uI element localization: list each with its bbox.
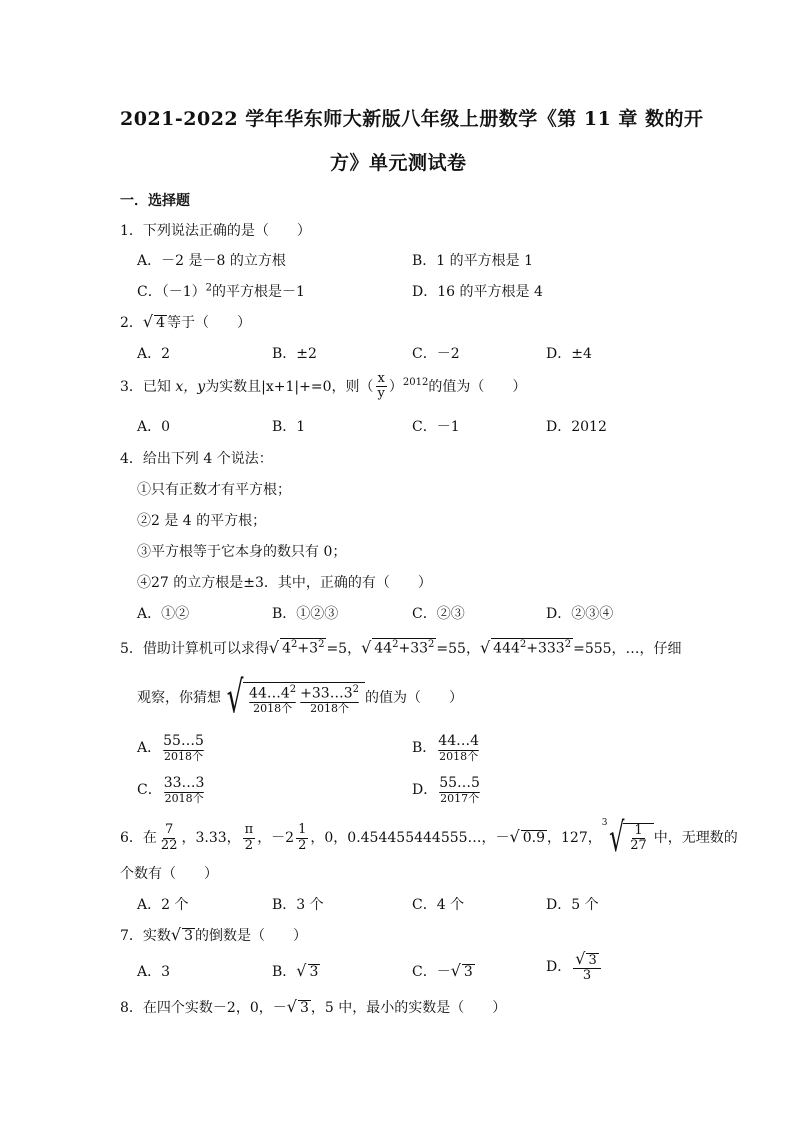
question-2-option-d: D．±4 bbox=[546, 346, 592, 362]
question-2-stem: 2．√ 4 等于（ ） bbox=[120, 312, 252, 331]
section-heading: 一．选择题 bbox=[120, 193, 190, 209]
question-1-option-d: D．16 的平方根是 4 bbox=[412, 284, 543, 300]
cube-root: 3 √ $\frac{1}{27}$ bbox=[602, 818, 654, 858]
question-7-option-b: B．√ 3 bbox=[272, 961, 319, 980]
question-1-stem: 1．下列说法正确的是（ ） bbox=[120, 223, 311, 239]
question-4-statement-2: ②2 是 4 的平方根； bbox=[137, 513, 267, 529]
question-4-option-a: A．①② bbox=[137, 606, 190, 622]
question-7-stem: 7．实数√ 3 的倒数是（ ） bbox=[120, 925, 308, 944]
question-2-option-b: B．±2 bbox=[272, 346, 317, 362]
question-5-stem: 5．借助计算机可以求得√ $4^2+3^2 =5$，√ $44^2+33^2 =55$，√ $444^2+333^2 =555$，…，仔细 bbox=[120, 638, 682, 657]
question-5-option-d: D． 55…5 2017个 bbox=[412, 775, 480, 805]
question-5-option-b: B． 44…4 2018个 bbox=[412, 733, 480, 763]
question-2-option-a: A．2 bbox=[137, 346, 171, 362]
question-6-option-d: D．5 个 bbox=[546, 897, 599, 913]
question-4-option-c: C．②③ bbox=[412, 606, 465, 622]
question-2-option-c: C．－2 bbox=[412, 346, 460, 362]
question-4-option-d: D．②③④ bbox=[546, 606, 614, 622]
question-4-statement-1: ①只有正数才有平方根； bbox=[137, 482, 291, 498]
question-5-line-2: 观察，你猜想 √ $44\dots 4^2$ 2018个 $+33\dots 3^2$ 2018个 的值为（ ） bbox=[137, 672, 463, 723]
sqrt-sign: √ bbox=[142, 312, 154, 331]
question-6-line-2: 个数有（ ） bbox=[120, 866, 218, 882]
question-3-option-a: A．0 bbox=[137, 419, 171, 435]
question-4-statement-4: ④27 的立方根是±3．其中，正确的有（ ） bbox=[137, 575, 432, 591]
question-3-stem: 3．已知 x，y为实数且|x+1|+=0，则（ $\frac{x}{y}$ ）$^{2012}$的值为（ ） bbox=[120, 371, 527, 402]
question-1-option-a: A．－2 是－8 的立方根 bbox=[137, 253, 286, 269]
question-8-stem: 8．在四个实数－2，0，－√ 3 ，5 中，最小的实数是（ ） bbox=[120, 997, 507, 1016]
question-5-option-a: A． 55…5 2018个 bbox=[137, 733, 204, 763]
question-5-option-c: C． 33…3 2018个 bbox=[137, 775, 205, 805]
title-line-1: 2021-2022 学年华东师大新版八年级上册数学《第 11 章 数的开 bbox=[120, 108, 704, 130]
question-7-option-a: A．3 bbox=[137, 964, 171, 980]
question-4-option-b: B．①②③ bbox=[272, 606, 339, 622]
question-7-option-c: C．－√ 3 bbox=[412, 961, 473, 980]
question-1-option-b: B．1 的平方根是 1 bbox=[412, 253, 534, 269]
question-3-option-b: B．1 bbox=[272, 419, 306, 435]
title-line-2: 方》单元测试卷 bbox=[330, 152, 467, 174]
question-4-statement-3: ③平方根等于它本身的数只有 0； bbox=[137, 544, 347, 560]
question-6-stem: 6．在 $\frac{7}{22}$ ，3.33， $\frac{\pi}{2}$ ，－2 $\frac{1}{2}$ ，0，0.454455444555…，－√ 0.9 ，127， 3 √ $\frac{1}{27}$ 中，无理数的 bbox=[120, 815, 738, 861]
question-1-option-c: C．$(-1)^2$的平方根是－1 bbox=[137, 282, 305, 300]
question-6-option-a: A．2 个 bbox=[137, 897, 189, 913]
question-3-option-d: D．2012 bbox=[546, 419, 607, 435]
question-7-option-d: D． $\frac{√ 3}{3}$ bbox=[546, 950, 603, 984]
question-6-option-b: B．3 个 bbox=[272, 897, 324, 913]
question-6-option-c: C．4 个 bbox=[412, 897, 465, 913]
fraction-x-over-y: $\frac{x}{y}$ bbox=[377, 371, 385, 402]
question-3-option-c: C．－1 bbox=[412, 419, 460, 435]
question-4-stem: 4．给出下列 4 个说法： bbox=[120, 451, 273, 467]
